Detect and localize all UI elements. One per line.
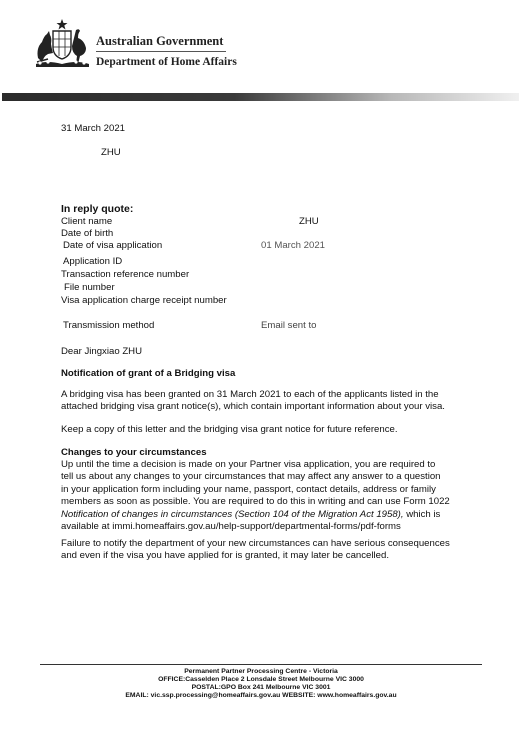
government-name: Australian Government xyxy=(96,34,224,48)
changes-paragraph xyxy=(61,459,471,533)
transmission-method-value: Email sent to xyxy=(261,320,317,331)
salutation: Dear Jingxiao ZHU xyxy=(61,346,143,357)
transmission-method-label: Transmission method xyxy=(63,320,155,331)
grant-paragraph xyxy=(61,389,471,414)
paragraph-line: A bridging visa has been granted on 31 March 2021 to each of the applicants listed in the xyxy=(61,389,439,400)
paragraph-line: and even if the visa you have applied for is granted, it may later be cancelled. xyxy=(61,550,389,562)
department-name: Department of Home Affairs xyxy=(96,56,237,68)
transaction-reference-label: Transaction reference number xyxy=(61,269,190,280)
application-id-label: Application ID xyxy=(63,256,123,267)
reply-quote-heading: In reply quote: xyxy=(61,203,134,215)
date-of-birth-label: Date of birth xyxy=(61,228,114,239)
footer-office: OFFICE:Casselden Place 2 Lonsdale Street Melbourne VIC 3000 xyxy=(158,676,364,683)
visa-application-date-label: Date of visa application xyxy=(63,240,163,251)
keep-copy-paragraph: Keep a copy of this letter and the bridging visa grant notice for future reference. xyxy=(61,424,398,435)
paragraph-line: members as soon as possible. You are required to do this in writing and can use Form 1022 xyxy=(61,496,450,508)
file-number-label: File number xyxy=(64,282,115,293)
letter-date: 31 March 2021 xyxy=(61,123,125,134)
paragraph-line: in your application form including your name, passport, contact details, address or family xyxy=(61,483,436,495)
footer-postal: POSTAL:GPO Box 241 Melbourne VIC 3001 xyxy=(191,684,331,691)
paragraph-line: Up until the time a decision is made on your Partner visa application, you are required to xyxy=(61,459,436,470)
footer-divider xyxy=(40,664,482,665)
form-1022-title: Notification of changes in circumstances (Section 104 of the Migration Act 1958), xyxy=(61,508,404,520)
client-name-value: ZHU xyxy=(299,216,319,227)
receipt-number-label: Visa application charge receipt number xyxy=(61,295,227,306)
letter-subject: Notification of grant of a Bridging visa xyxy=(61,368,236,379)
client-name-label: Client name xyxy=(61,216,113,227)
changes-heading: Changes to your circumstances xyxy=(61,447,207,458)
paragraph-line: Failure to notify the department of your new circumstances can have serious consequences xyxy=(61,538,450,549)
footer-contact: EMAIL: vic.ssp.processing@homeaffairs.gov.au WEBSITE: www.homeaffairs.gov.au xyxy=(125,692,397,699)
footer-centre: Permanent Partner Processing Centre - Victoria xyxy=(184,668,338,675)
failure-paragraph xyxy=(61,538,471,563)
forms-link-line: available at immi.homeaffairs.gov.au/help-support/departmental-forms/pdf-forms xyxy=(61,521,401,533)
paragraph-line: tell us about any changes to your circumstances that may affect any answer to a question xyxy=(61,471,441,483)
visa-application-date-value: 01 March 2021 xyxy=(261,240,325,251)
addressee: ZHU xyxy=(101,147,121,158)
form-title-suffix: which is xyxy=(403,508,441,520)
coat-of-arms-icon xyxy=(32,18,92,68)
header-bar xyxy=(2,93,519,101)
paragraph-line xyxy=(61,509,471,521)
header-divider xyxy=(96,51,226,52)
paragraph-line: attached bridging visa grant notice(s), which contain important information about your visa. xyxy=(61,401,445,413)
